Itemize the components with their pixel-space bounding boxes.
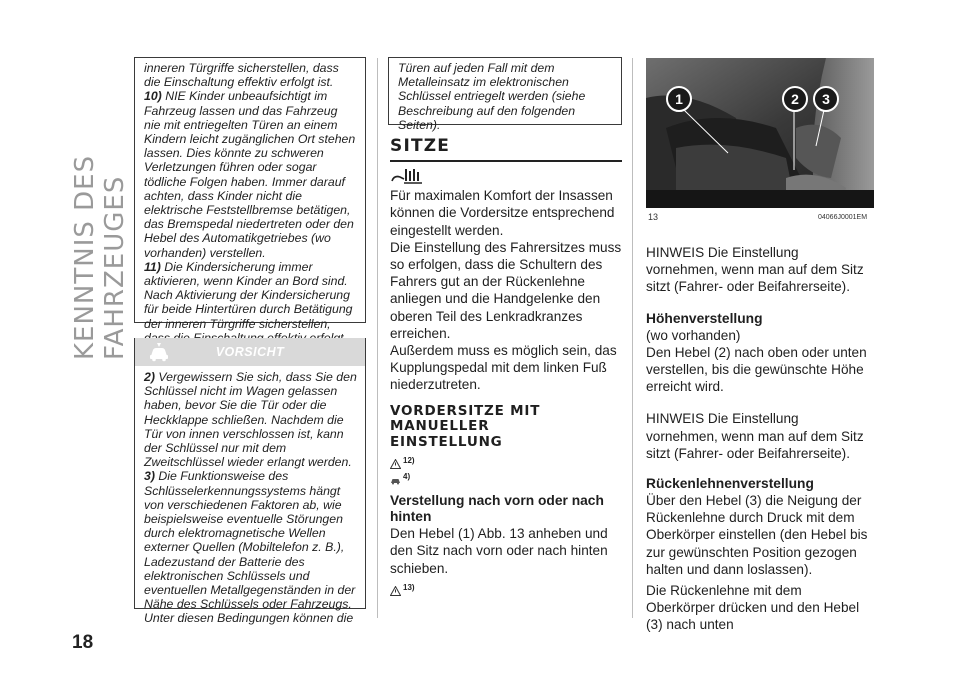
warning-ref-number: 12): [403, 455, 415, 465]
height-sub: (wo vorhanden): [646, 327, 741, 343]
height-paragraph: Den Hebel (2) nach oben oder unten verstellen, bis die gewünschte Höhe erreicht wird.: [646, 344, 867, 395]
warning-reference: [390, 580, 622, 596]
subsection-heading: VORDERSITZE MIT MANUELLER EINSTELLUNG: [390, 402, 541, 450]
warning-ref-number: 13): [403, 582, 415, 592]
intro-paragraph: Die Einstellung des Fahrersitzes muss so erfolgen, dass die Schultern des Fahrers gut an der Rückenlehne anliegen und die Handgelenke den oberen Teil des Lenkradkranzes erreichen.: [390, 239, 622, 341]
warning-reference: [390, 453, 622, 469]
caution-text: Die Funktionsweise des Schlüsselerkennungssystems hängt von verschiedenen Faktoren ab, wie beispielsweise eventuelle Störungen durch elektromagnetische Wellen externer Quellen (Mobiltelefon z. B.), Ladezustand der Batterie des elektronischen Schlüssels und eventuellen Metallgegenständen in der Nähe des Schlüssels oder Fahrzeugs. Unter diesen Bedingungen können die: [144, 469, 356, 626]
caution-text: Vergewissern Sie sich, dass Sie den Schlüssel nicht im Wagen gelassen haben, bevor Sie die Tür oder die Heckklappe schließen. Nachdem die Tür von innen verschlossen ist, kann der Schlüssel nur mit dem Zweitschlüssel wieder erlangt werden.: [144, 370, 357, 470]
warning-text: Türen auf jeden Fall mit dem Metalleinsatz im elektronischen Schlüssel entriegelt werden (siehe Beschreibung auf den folgenden Seiten).: [398, 61, 586, 132]
warning-triangle-icon: [390, 459, 401, 469]
caution-title: VORSICHT: [215, 345, 285, 359]
caution-line: [144, 469, 357, 625]
callout-3: 3: [813, 86, 839, 112]
section-heading: SITZE: [390, 136, 451, 156]
caution-box: [134, 338, 366, 626]
caution-number: 3): [144, 469, 155, 484]
warning-box-continued: [388, 57, 622, 132]
intro-paragraph: Außerdem muss es möglich sein, das Kupplungspedal mit dem linken Fuß niederzutreten.: [390, 343, 617, 393]
warning-triangle-icon: [390, 586, 401, 596]
warning-number: 10): [144, 89, 162, 104]
section-rule: [390, 160, 622, 162]
backrest-paragraph: Die Rückenlehne mit dem Oberkörper drücken und den Hebel (3) nach unten: [646, 583, 860, 633]
warning-text: Die Kindersicherung immer aktivieren, wenn Kinder an Bord sind. Nach Aktivierung der Kindersicherung für beide Hintertüren durch Betätigung der inneren Türgriffe sicherstellen,: [144, 259, 353, 331]
intro-paragraph: Für maximalen Komfort der Insassen können die Vordersitze entsprechend eingestellt werden.: [390, 188, 615, 238]
figure-code: 04066J0001EM: [818, 214, 868, 221]
callout-2: 2: [782, 86, 808, 112]
warning-line: [144, 61, 357, 89]
caution-number: 2): [144, 370, 155, 384]
column-divider: [632, 58, 633, 618]
adjust-heading: Verstellung nach vorn oder nach hinten: [390, 493, 604, 525]
caution-header: [135, 338, 365, 367]
middle-column: [390, 138, 622, 596]
height-heading: Höhenverstellung: [646, 310, 763, 326]
note-paragraph: HINWEIS Die Einstellung vornehmen, wenn man auf dem Sitz sitzt (Fahrer- oder Beifahrerseite).: [646, 411, 864, 461]
seat-icon: [390, 167, 622, 187]
warning-box: [134, 57, 366, 331]
warning-line: [144, 89, 357, 259]
caution-reference: [390, 469, 622, 485]
right-column: [646, 244, 874, 634]
callout-leaders: [646, 58, 874, 208]
backrest-paragraph: Über den Hebel (3) die Neigung der Rückenlehne durch Druck mit dem Oberkörper einstellen (den Hebel bis zur gewünschten Position gezogen halten und dann loslassen).: [646, 493, 868, 577]
column-divider: [377, 58, 378, 618]
warning-text: NIE Kinder unbeaufsichtigt im Fahrzeug lassen und das Fahrzeug nie mit entriegelten Türen an einem Kindern leicht zugänglichen Ort stehen lassen. Dies könnte zu schweren Verletzungen führen oder sogar tödliche Folgen haben. Immer darauf achten, dass Kinder nicht die elektrische Feststellbremse betätigen, das Bremspedal niedertreten oder den Hebel des Automatikgetriebes (wo vorhanden) verstellen.: [144, 89, 356, 260]
backrest-heading: Rückenlehnenverstellung: [646, 476, 814, 492]
caution-line: [144, 370, 357, 469]
chapter-side-title: KENNTNIS DES FAHRZEUGES: [70, 154, 130, 360]
warning-text: inneren Türgriffe sicherstellen, dass die Einschaltung effektiv erfolgt ist.: [144, 61, 339, 90]
warning-number: 11): [144, 259, 161, 274]
callout-1: 1: [666, 86, 692, 112]
adjust-paragraph: Den Hebel (1) Abb. 13 anheben und den Sitz nach vorn oder nach hinten schieben.: [390, 526, 608, 576]
caution-ref-number: 4): [403, 471, 411, 481]
car-caution-icon: [390, 475, 401, 485]
page-number: 18: [72, 632, 94, 653]
note-paragraph: HINWEIS Die Einstellung vornehmen, wenn man auf dem Sitz sitzt (Fahrer- oder Beifahrerseite).: [646, 245, 864, 295]
figure-number: 13: [648, 212, 659, 222]
